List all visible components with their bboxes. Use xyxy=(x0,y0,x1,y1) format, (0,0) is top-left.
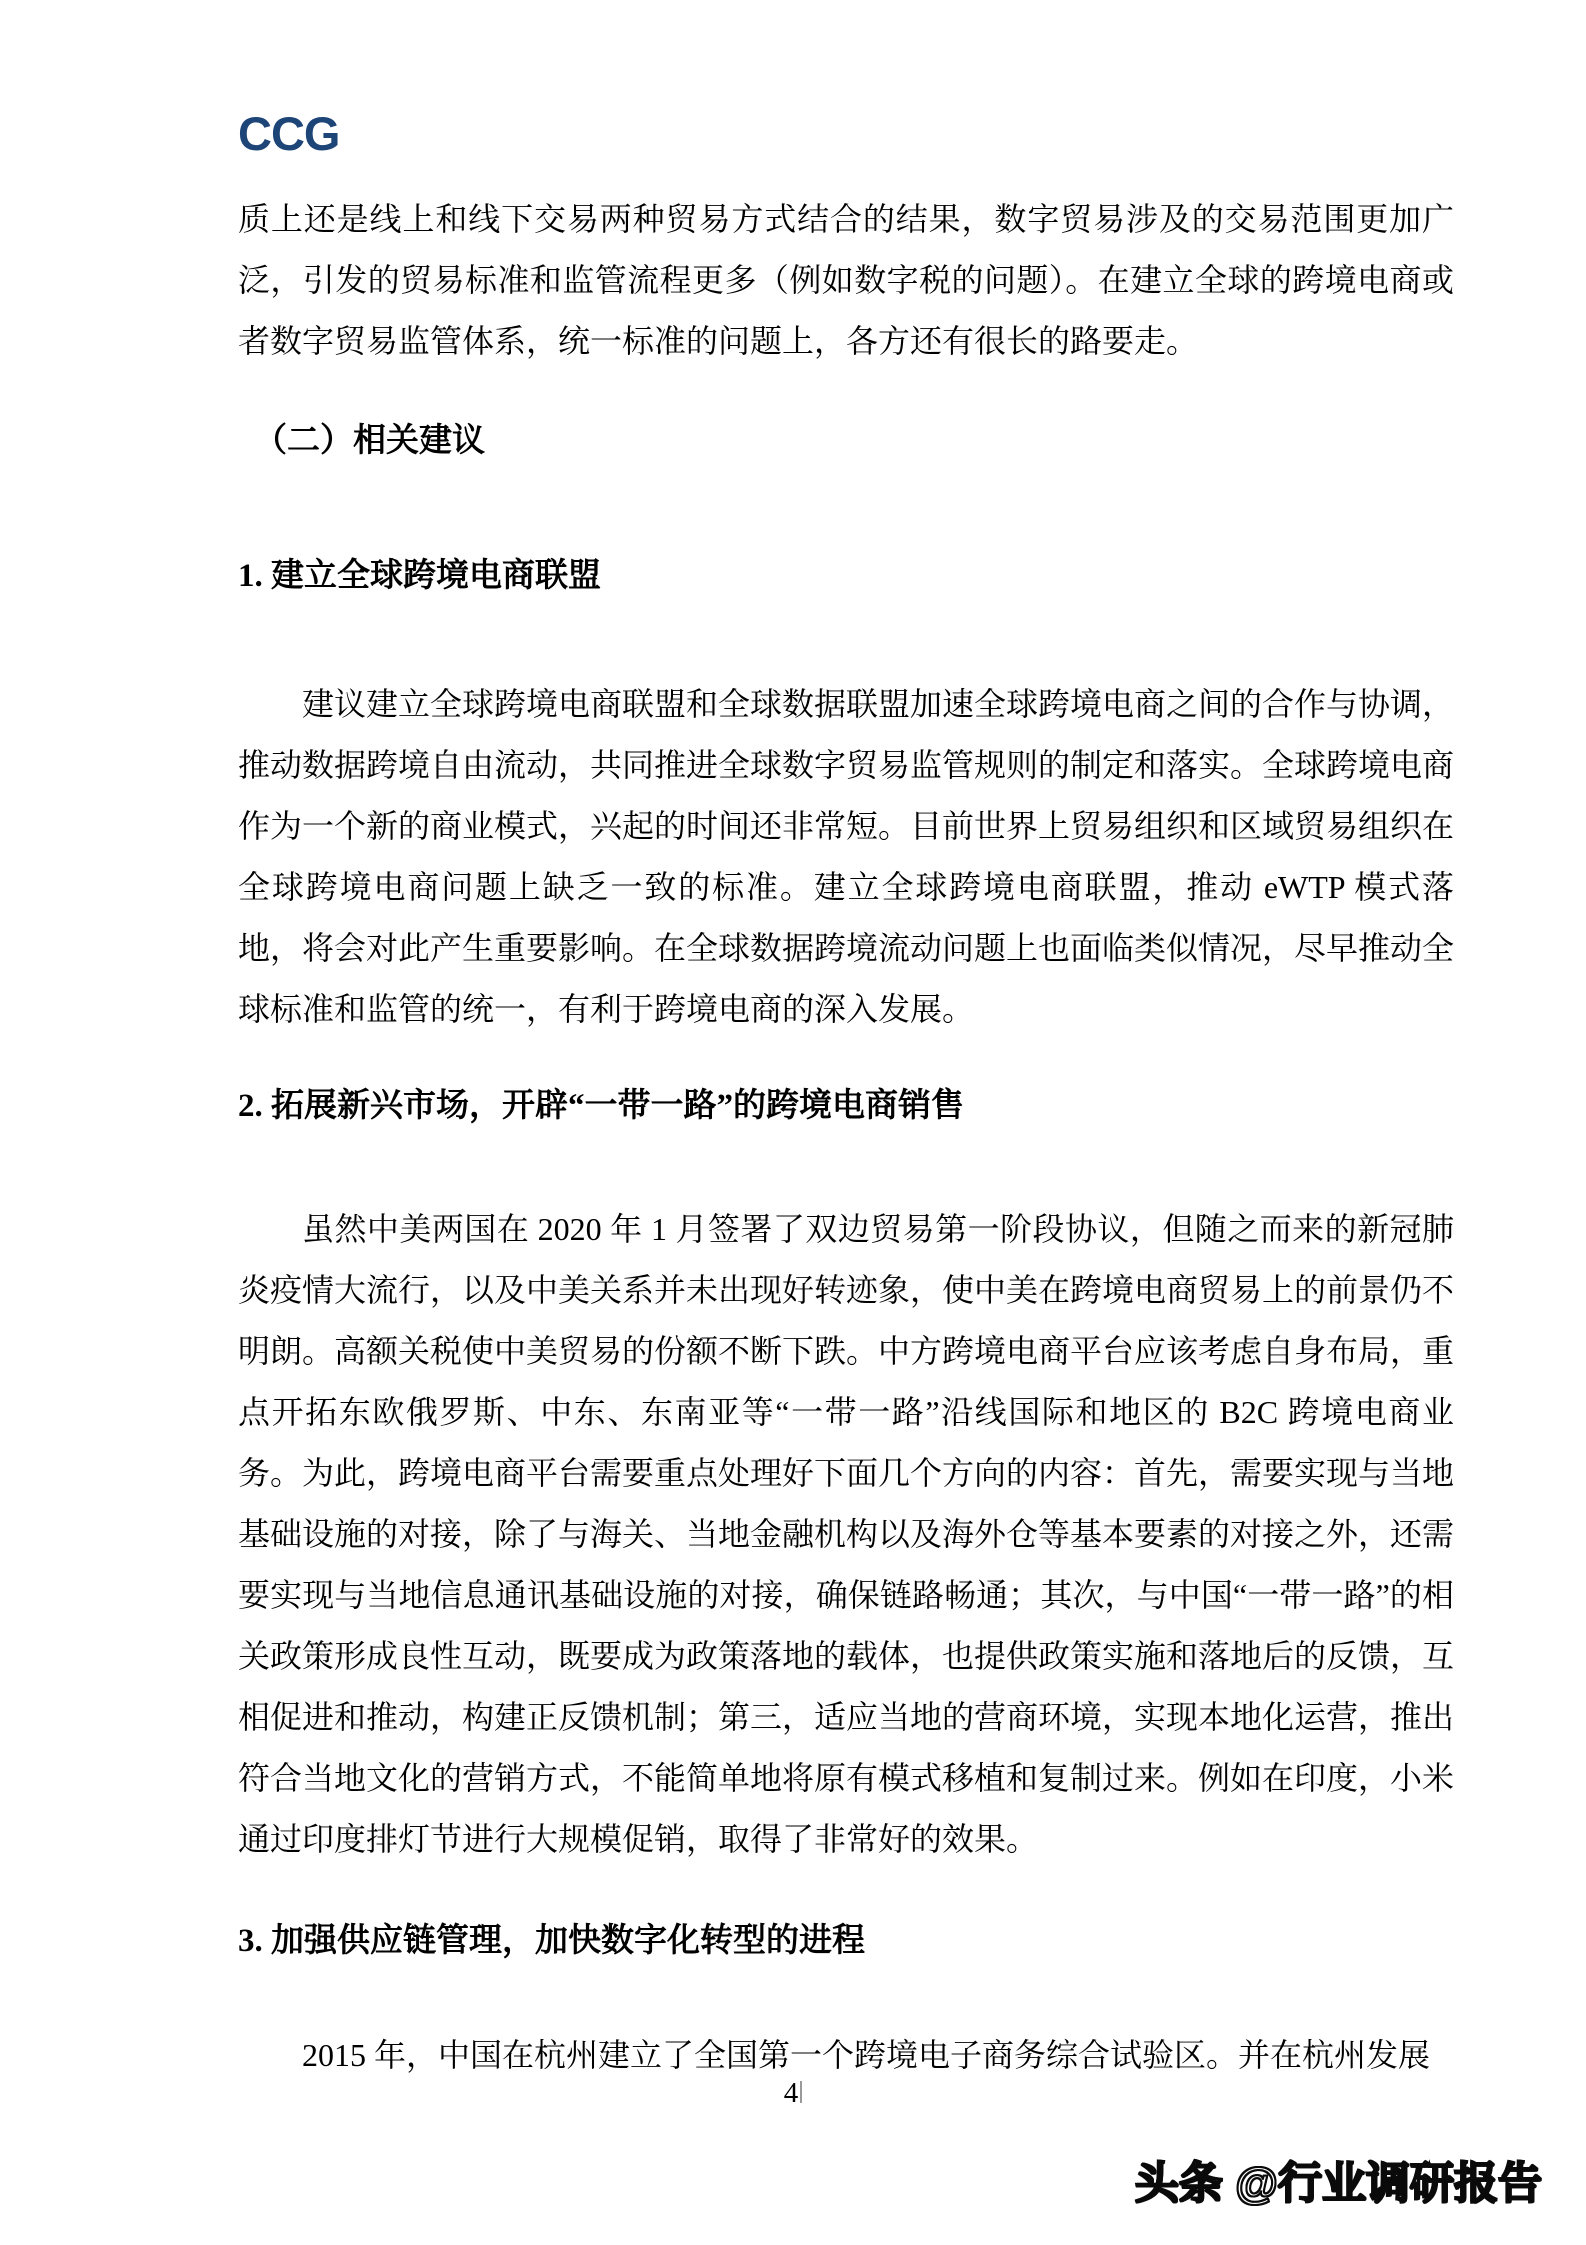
subsection-1-paragraph: 建议建立全球跨境电商联盟和全球数据联盟加速全球跨境电商之间的合作与协调，推动数据跨境自由流动，共同推进全球数字贸易监管规则的制定和落实。全球跨境电商作为一个新的商业模式，兴起的时间还非常短。目前世界上贸易组织和区域贸易组织在全球跨境电商问题上缺乏一致的标准。建立全球跨境电商联盟，推动 eWTP 模式落地，将会对此产生重要影响。在全球数据跨境流动问题上也面临类似情况，尽早推动全球标准和监管的统一，有利于跨境电商的深入发展。 xyxy=(238,686,1455,1027)
text-cursor-artifact xyxy=(800,2081,802,2103)
page-number xyxy=(0,2076,1586,2110)
subsection-3-heading: 3. 加强供应链管理，加快数字化转型的进程 xyxy=(238,1923,865,1959)
page-number-value: 4 xyxy=(783,2077,799,2109)
subsection-1-heading: 1. 建立全球跨境电商联盟 xyxy=(238,558,601,594)
section-heading: （二）相关建议 xyxy=(254,423,485,459)
watermark-toutiao: 头条 @行业调研报告 xyxy=(1134,2159,1542,2208)
subsection-3-paragraph: 2015 年，中国在杭州建立了全国第一个跨境电子商务综合试验区。并在杭州发展 xyxy=(302,2037,1431,2073)
intro-paragraph: 质上还是线上和线下交易两种贸易方式结合的结果，数字贸易涉及的交易范围更加广泛，引发的贸易标准和监管流程更多（例如数字税的问题）。在建立全球的跨境电商或者数字贸易监管体系，统一标准的问题上，各方还有很长的路要走。 xyxy=(238,201,1454,359)
ccg-logo: CCG xyxy=(238,107,340,160)
subsection-2-heading: 2. 拓展新兴市场，开辟“一带一路”的跨境电商销售 xyxy=(238,1088,964,1124)
subsection-2-paragraph: 虽然中美两国在 2020 年 1 月签署了双边贸易第一阶段协议，但随之而来的新冠肺炎疫情大流行，以及中美关系并未出现好转迹象，使中美在跨境电商贸易上的前景仍不明朗。高额关税使中美贸易的份额不断下跌。中方跨境电商平台应该考虑自身布局，重点开拓东欧俄罗斯、中东、东南亚等“一带一路”沿线国际和地区的 B2C 跨境电商业务。为此，跨境电商平台需要重点处理好下面几个方向的内容：首先，需要实现与当地基础设施的对接，除了与海关、当地金融机构以及海外仓等基本要素的对接之外，还需要实现与当地信息通讯基础设施的对接，确保链路畅通；其次，与中国“一带一路”的相关政策形成良性互动，既要成为政策落地的载体，也提供政策实施和落地后的反馈，互相促进和推动，构建正反馈机制；第三，适应当地的营商环境，实现本地化运营，推出符合当地文化的营销方式，不能简单地将原有模式移植和复制过来。例如在印度，小米通过印度排灯节进行大规模促销，取得了非常好的效果。 xyxy=(238,1211,1455,1857)
